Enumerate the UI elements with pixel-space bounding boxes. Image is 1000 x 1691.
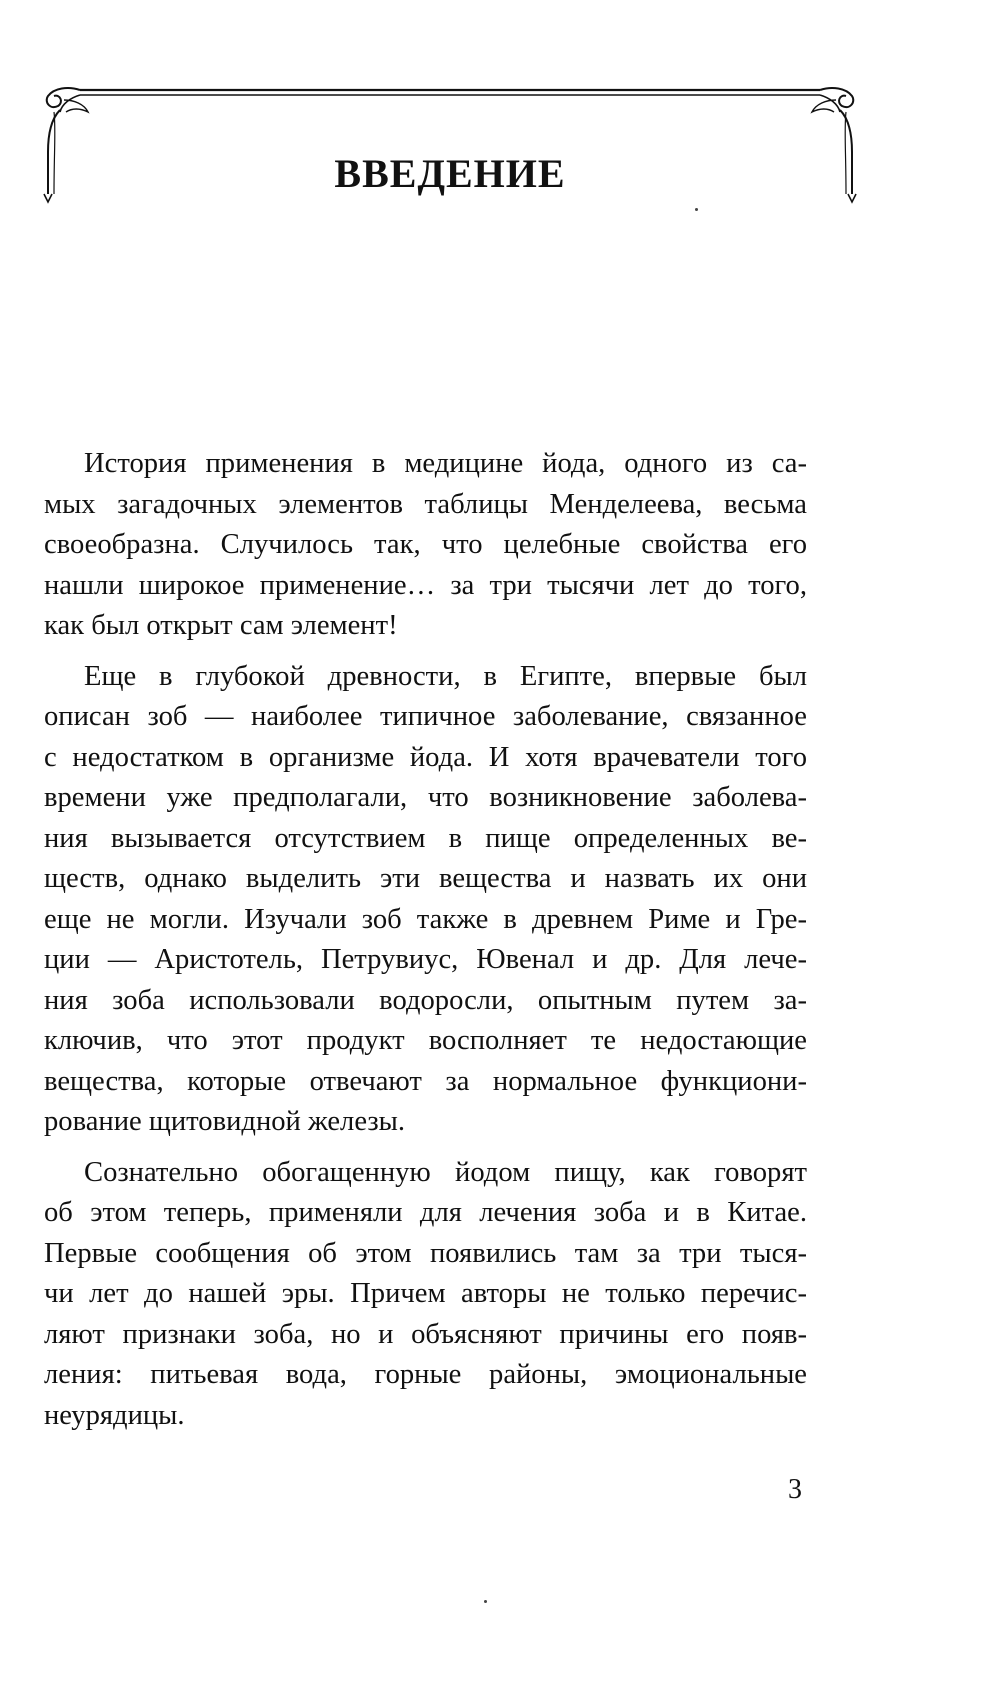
text-line: ключив, что этот продукт восполняет те недостающие — [44, 1025, 807, 1056]
text-line: неурядицы. — [44, 1399, 185, 1431]
text-line: ляют признаки зоба, но и объясняют причины его появ- — [44, 1318, 807, 1350]
text-line: ществ, однако выделить эти вещества и назвать их они — [44, 863, 807, 894]
text-line: своеобразна. Случилось так, что целебные свойства его — [44, 529, 807, 560]
text-line: времени уже предполагали, что возникновение заболева- — [44, 782, 807, 813]
scan-speck — [695, 208, 698, 211]
text-line: Сознательно обогащенную йодом пищу, как говорят — [84, 1156, 807, 1188]
text-line: мых загадочных элементов таблицы Менделеева, весьма — [44, 488, 807, 520]
page-number: 3 — [788, 1474, 802, 1505]
text-line: с недостатком в организме йода. И хотя врачеватели того — [44, 741, 807, 773]
text-line: Первые сообщения об этом появились там за три тыся- — [44, 1237, 807, 1269]
body-text — [44, 444, 807, 1446]
text-line: описан зоб — наиболее типичное заболевание, связанное — [44, 701, 807, 732]
paragraph-1 — [44, 444, 807, 647]
text-line: История применения в медицине йода, одного из са- — [84, 448, 807, 479]
text-line: Еще в глубокой древности, в Египте, впервые был — [84, 660, 807, 692]
paragraph-3 — [44, 1153, 807, 1437]
page-title: ВВЕДЕНИЕ — [334, 151, 566, 196]
text-line: ции — Аристотель, Петрувиус, Ювенал и др. Для лече- — [44, 944, 807, 975]
text-line: рование щитовидной железы. — [44, 1106, 406, 1137]
text-line: об этом теперь, применяли для лечения зоба и в Китае. — [44, 1197, 807, 1228]
text-line: вещества, которые отвечают за нормальное функциони- — [44, 1065, 807, 1097]
scan-speck — [484, 1600, 487, 1603]
text-line: ния зоба использовали водоросли, опытным путем за- — [44, 984, 807, 1016]
paragraph-2 — [44, 657, 807, 1143]
text-line: чи лет до нашей эры. Причем авторы не только перечис- — [44, 1278, 807, 1309]
text-line: нашли широкое применение… за три тысячи лет до того, — [44, 569, 807, 601]
text-line: еще не могли. Изучали зоб также в древнем Риме и Гре- — [44, 903, 807, 935]
text-line: как был открыт сам элемент! — [44, 610, 398, 641]
text-line: ния вызывается отсутствием в пище определенных ве- — [44, 822, 807, 854]
text-line: ления: питьевая вода, горные районы, эмоциональные — [44, 1359, 807, 1390]
